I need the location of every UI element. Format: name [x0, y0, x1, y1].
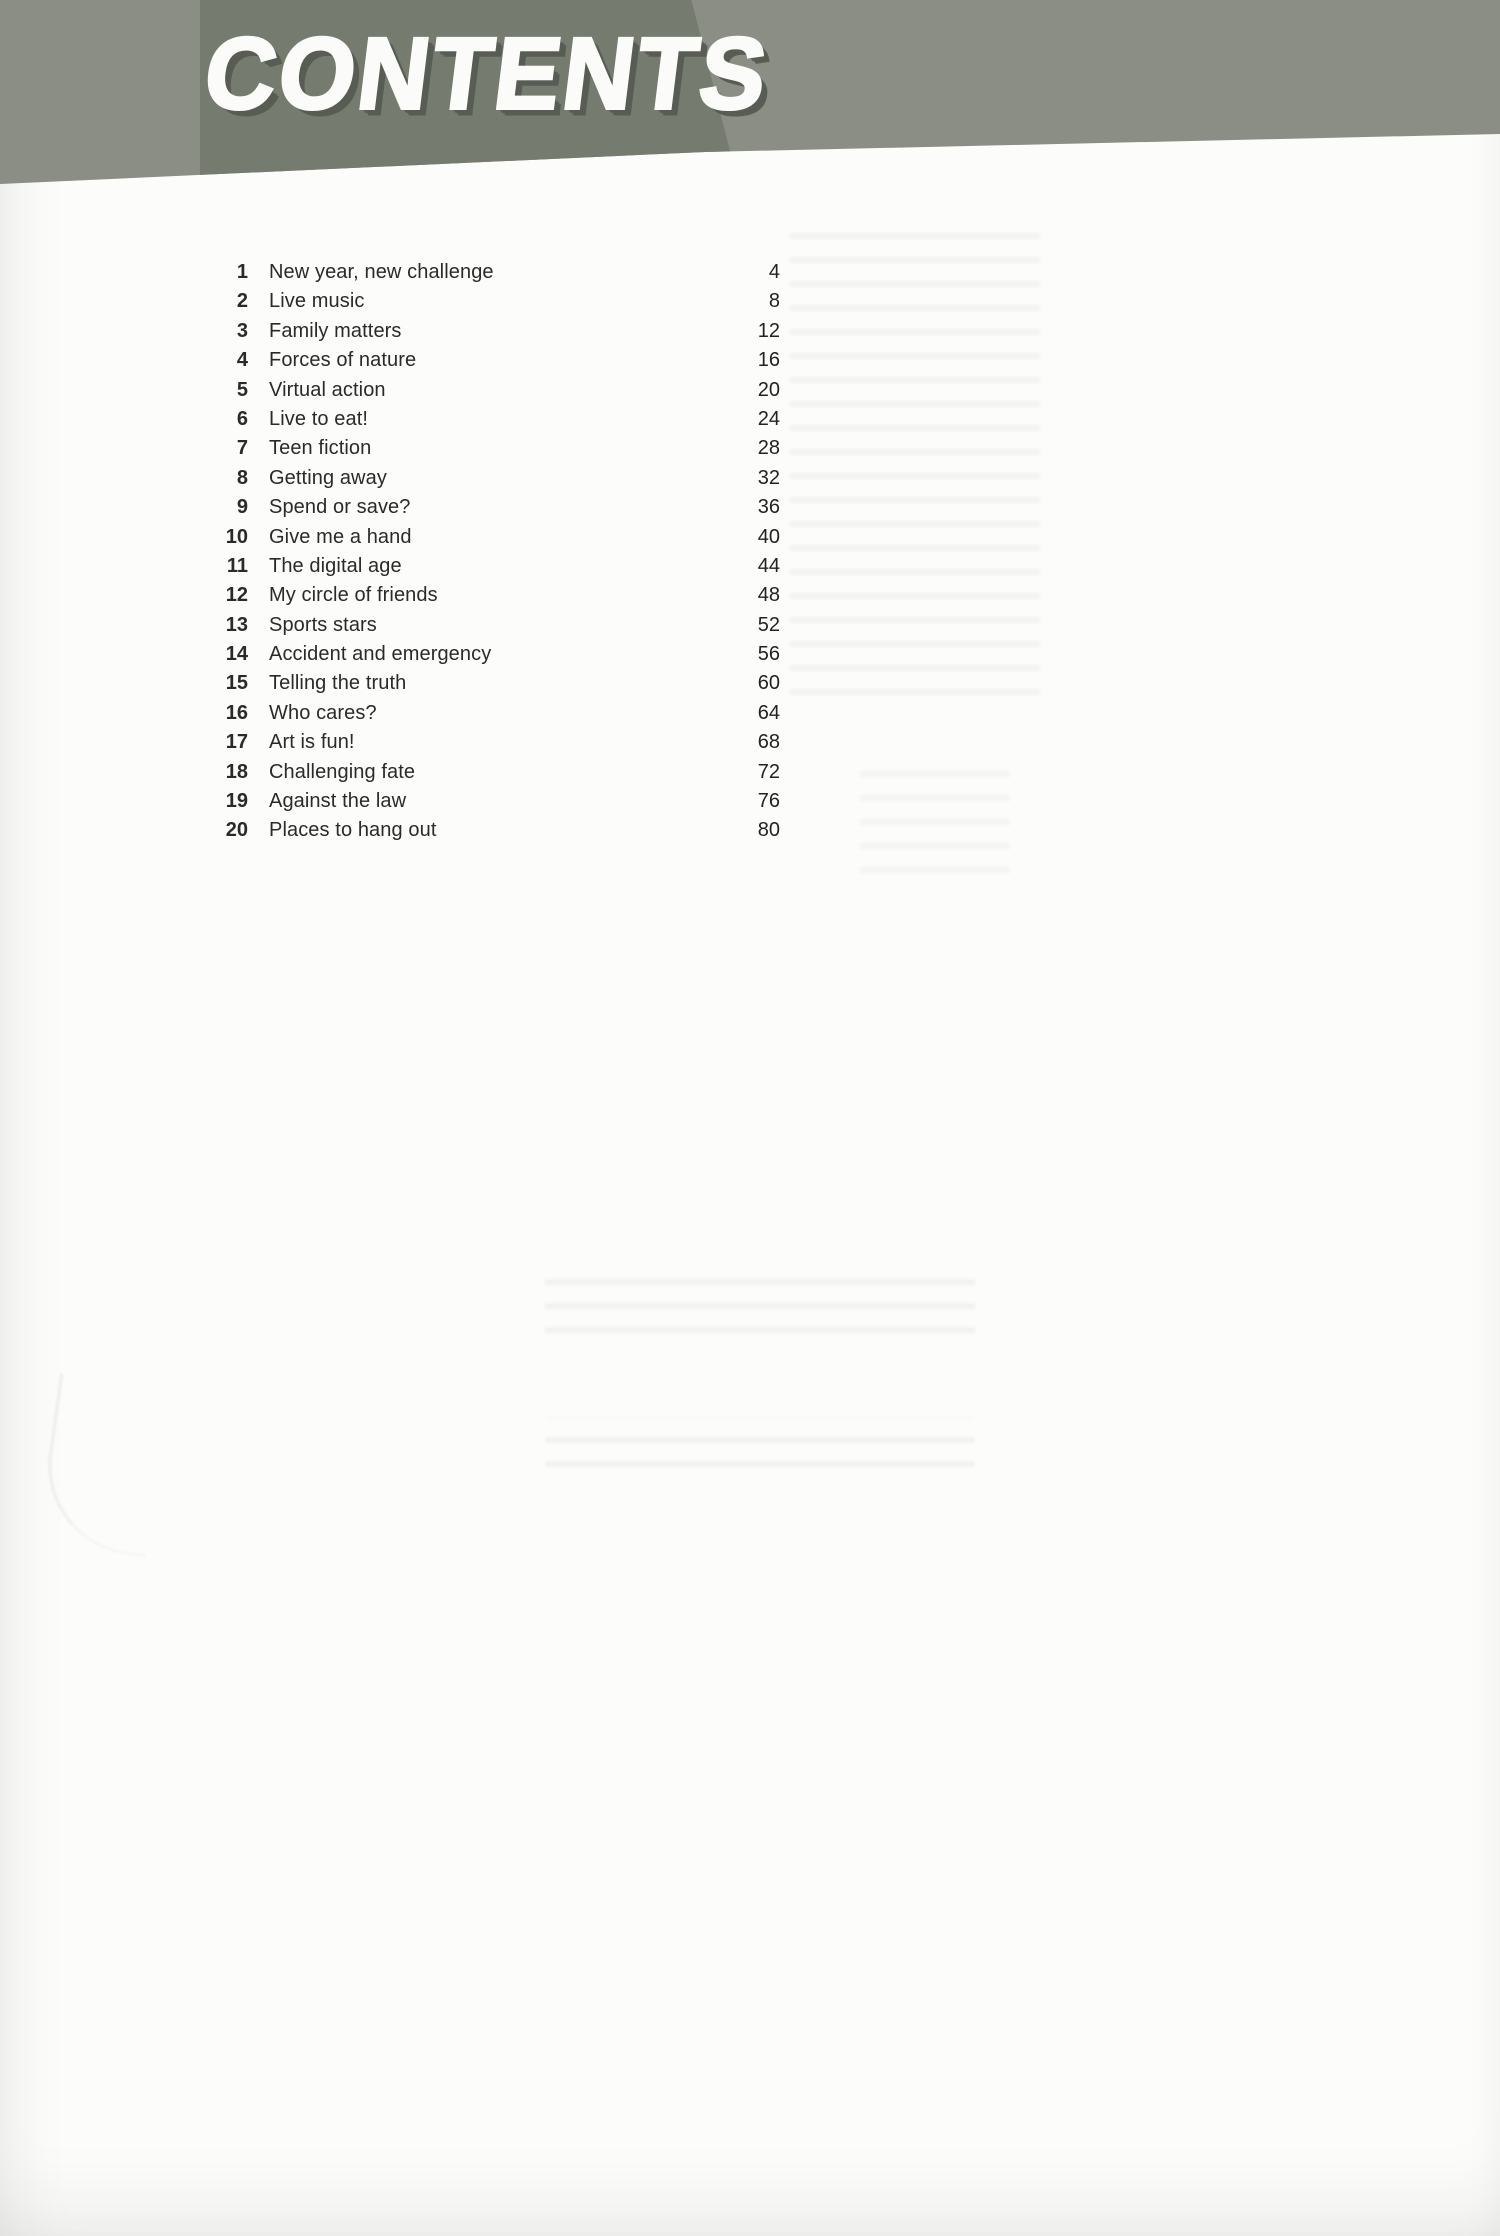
unit-title: Getting away — [269, 466, 387, 489]
unit-title: The digital age — [269, 554, 402, 577]
toc-row — [220, 464, 780, 493]
unit-number: 20 — [225, 819, 248, 842]
toc-row — [220, 434, 780, 463]
unit-page-number: 8 — [768, 290, 780, 313]
unit-page-number: 64 — [757, 701, 780, 724]
unit-page-number: 24 — [757, 407, 780, 430]
unit-title: Give me a hand — [269, 525, 412, 548]
unit-number: 8 — [236, 466, 248, 489]
unit-title: Sports stars — [269, 613, 377, 636]
unit-title: Telling the truth — [269, 672, 407, 695]
unit-page-number: 76 — [757, 790, 780, 813]
unit-page-number: 20 — [757, 378, 780, 401]
toc-row — [220, 552, 780, 581]
unit-page-number: 80 — [757, 819, 780, 842]
unit-page-number: 40 — [757, 525, 780, 548]
unit-page-number: 72 — [757, 760, 780, 783]
toc-row — [220, 287, 780, 316]
toc-row — [220, 758, 780, 787]
unit-title: Virtual action — [269, 378, 386, 401]
unit-number: 6 — [236, 407, 248, 430]
unit-title: Accident and emergency — [269, 643, 492, 666]
unit-number: 9 — [236, 496, 248, 519]
unit-title: Challenging fate — [269, 760, 416, 783]
unit-number: 16 — [225, 701, 248, 724]
unit-page-number: 52 — [757, 613, 780, 636]
unit-title: Who cares? — [269, 701, 377, 724]
unit-number: 1 — [236, 261, 248, 283]
unit-title: Live to eat! — [269, 407, 369, 430]
unit-page-number: 12 — [757, 319, 780, 342]
unit-title: My circle of friends — [269, 584, 438, 607]
scan-showthrough-artifact — [790, 232, 1040, 702]
unit-number: 14 — [225, 643, 248, 666]
unit-title: Art is fun! — [269, 731, 355, 754]
scan-showthrough-artifact — [545, 1278, 975, 1340]
unit-title: Family matters — [269, 319, 402, 342]
unit-page-number: 4 — [768, 261, 780, 283]
toc-row — [220, 699, 780, 728]
toc-row — [220, 523, 780, 552]
unit-number: 17 — [225, 731, 248, 754]
toc-row — [220, 816, 780, 845]
scan-showthrough-artifact — [860, 760, 1010, 880]
toc-row — [220, 493, 780, 522]
unit-page-number: 44 — [757, 554, 780, 577]
toc-row — [220, 669, 780, 698]
toc-row — [220, 376, 780, 405]
unit-number: 12 — [225, 584, 248, 607]
unit-number: 7 — [236, 437, 248, 460]
unit-number: 19 — [225, 790, 248, 813]
toc-row — [220, 317, 780, 346]
unit-number: 3 — [236, 319, 248, 342]
unit-page-number: 36 — [757, 496, 780, 519]
table-of-contents — [220, 258, 780, 846]
unit-number: 4 — [236, 349, 248, 372]
unit-number: 18 — [225, 760, 248, 783]
scan-wrinkle-artifact — [37, 1373, 170, 1557]
unit-page-number: 16 — [757, 349, 780, 372]
unit-title: Teen fiction — [269, 437, 372, 460]
scan-showthrough-artifact — [545, 1418, 975, 1474]
toc-row — [220, 346, 780, 375]
toc-row — [220, 728, 780, 757]
unit-title: New year, new challenge — [269, 261, 494, 283]
unit-page-number: 32 — [757, 466, 780, 489]
toc-row — [220, 581, 780, 610]
toc-row — [220, 258, 780, 287]
page-title: CONTENTS — [198, 15, 776, 131]
unit-number: 13 — [225, 613, 248, 636]
toc-row — [220, 405, 780, 434]
unit-number: 10 — [225, 525, 248, 548]
unit-title: Against the law — [269, 790, 407, 813]
toc-row — [220, 640, 780, 669]
unit-page-number: 68 — [757, 731, 780, 754]
unit-page-number: 28 — [757, 437, 780, 460]
toc-row — [220, 787, 780, 816]
unit-page-number: 48 — [757, 584, 780, 607]
unit-number: 11 — [226, 554, 248, 577]
unit-page-number: 56 — [757, 643, 780, 666]
unit-title: Live music — [269, 290, 365, 313]
unit-number: 15 — [225, 672, 248, 695]
unit-page-number: 60 — [757, 672, 780, 695]
unit-number: 2 — [236, 290, 248, 313]
unit-number: 5 — [236, 378, 248, 401]
unit-title: Places to hang out — [269, 819, 437, 842]
toc-row — [220, 611, 780, 640]
unit-title: Spend or save? — [269, 496, 411, 519]
unit-title: Forces of nature — [269, 349, 417, 372]
